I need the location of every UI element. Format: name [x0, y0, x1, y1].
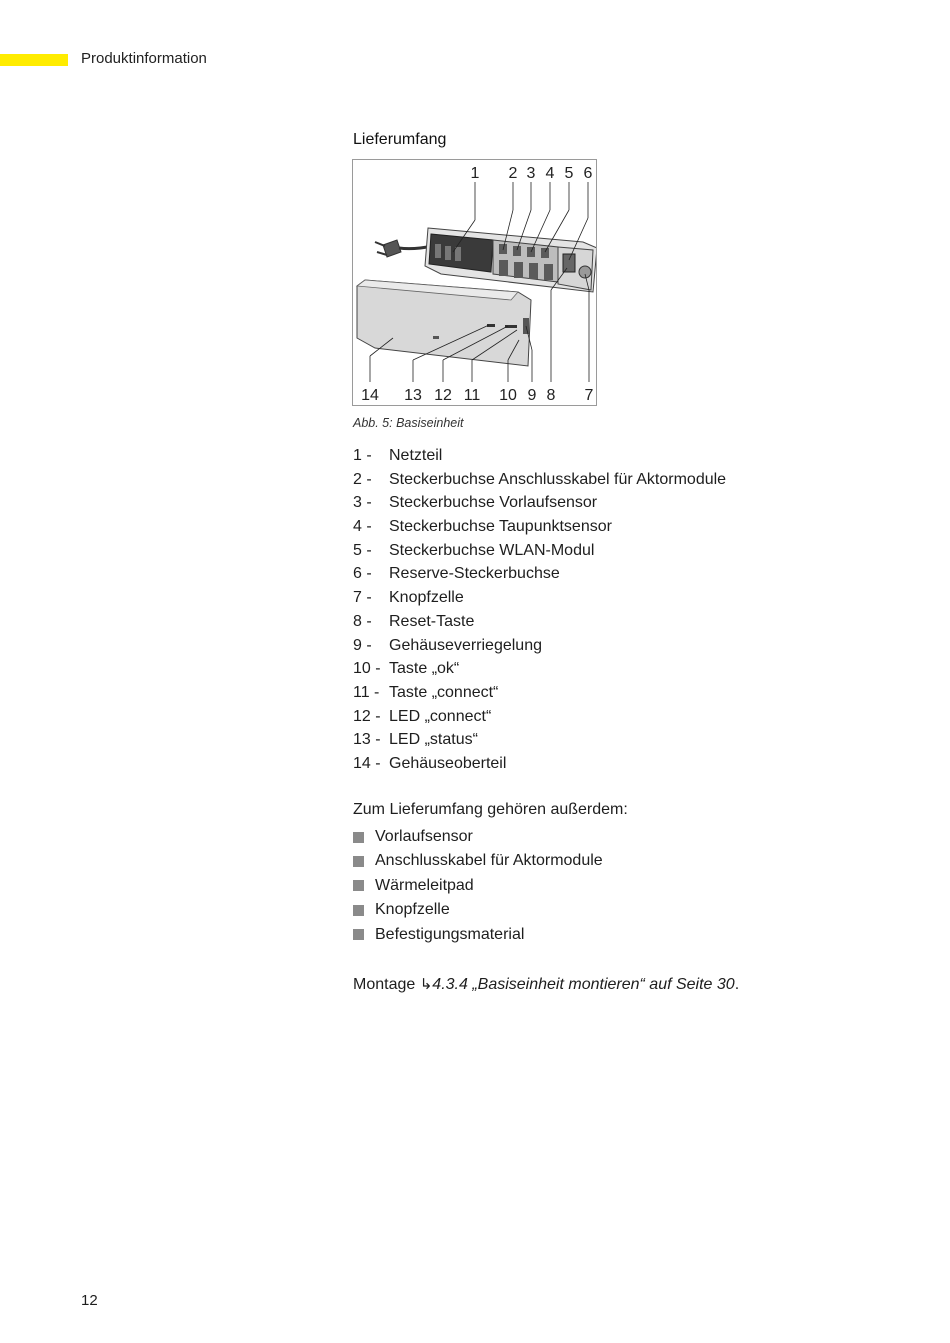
legend-number: 10 -	[353, 660, 381, 678]
legend-text: Steckerbuchse Vorlaufsensor	[389, 494, 598, 512]
legend-number: 12 -	[353, 707, 381, 725]
legend-text: Gehäuseoberteil	[389, 754, 507, 772]
legend-item	[353, 444, 726, 468]
legend-number: 5 -	[353, 541, 372, 559]
section-heading: Lieferumfang	[353, 131, 447, 148]
legend-text: Reset-Taste	[389, 612, 475, 630]
callout-2: 2	[508, 165, 518, 182]
legend-text: Reserve-Steckerbuchse	[389, 565, 560, 583]
base-unit-illustration	[353, 160, 596, 405]
legend-text: Knopfzelle	[389, 589, 464, 607]
bullet-square-icon	[353, 832, 364, 843]
bullet-square-icon	[353, 856, 364, 867]
legend-number: 9 -	[353, 636, 372, 654]
figure-caption: Abb. 5: Basiseinheit	[353, 416, 464, 430]
list-item	[353, 849, 603, 873]
legend-item	[353, 752, 726, 776]
callout-3: 3	[526, 165, 536, 182]
bullet-square-icon	[353, 905, 364, 916]
callout-12: 12	[434, 387, 452, 404]
legend-number: 4 -	[353, 518, 372, 536]
component-legend	[353, 444, 726, 776]
legend-item	[353, 515, 726, 539]
list-item	[353, 874, 603, 898]
bullet-square-icon	[353, 929, 364, 940]
legend-number: 7 -	[353, 589, 372, 607]
legend-item	[353, 728, 726, 752]
legend-item	[353, 705, 726, 729]
list-item-text: Vorlaufsensor	[375, 828, 473, 845]
legend-text: LED „status“	[389, 731, 478, 749]
legend-text: Steckerbuchse WLAN-Modul	[389, 541, 595, 559]
extras-intro: Zum Lieferumfang gehören außerdem:	[353, 801, 628, 818]
callout-10: 10	[499, 387, 517, 404]
legend-item	[353, 610, 726, 634]
legend-number: 14 -	[353, 754, 381, 772]
legend-text: LED „connect“	[389, 707, 492, 725]
callout-14: 14	[361, 387, 379, 404]
legend-item	[353, 586, 726, 610]
callout-13: 13	[404, 387, 422, 404]
legend-number: 3 -	[353, 494, 372, 512]
callout-11: 11	[463, 387, 481, 404]
callout-4: 4	[545, 165, 555, 182]
legend-number: 1 -	[353, 447, 372, 464]
montage-reference-link[interactable]: 4.3.4 „Basiseinheit montieren“ auf Seite 30	[432, 976, 735, 993]
legend-number: 11 -	[353, 683, 380, 701]
legend-text: Taste „ok“	[389, 660, 460, 678]
header-accent-bar	[0, 54, 68, 66]
legend-item	[353, 539, 726, 563]
list-item-text: Befestigungsmaterial	[375, 925, 525, 943]
extras-list	[353, 825, 603, 947]
callout-7: 7	[584, 387, 594, 404]
legend-text: Taste „connect“	[389, 683, 499, 701]
callout-6: 6	[583, 165, 593, 182]
legend-number: 6 -	[353, 565, 372, 583]
header-title: Produktinformation	[81, 50, 207, 67]
legend-number: 8 -	[353, 612, 372, 630]
legend-item	[353, 657, 726, 681]
montage-label: Montage	[353, 976, 416, 993]
legend-item	[353, 491, 726, 515]
legend-item	[353, 634, 726, 658]
list-item-text: Anschlusskabel für Aktormodule	[375, 852, 603, 870]
legend-text: Netzteil	[389, 447, 443, 464]
list-item	[353, 825, 603, 849]
callout-9: 9	[527, 387, 537, 404]
link-arrow-icon: ↳	[419, 976, 433, 993]
legend-text: Steckerbuchse Anschlusskabel für Aktormodule	[389, 470, 727, 488]
base-unit-body	[425, 228, 596, 292]
power-plug	[375, 240, 401, 257]
page-number: 12	[81, 1292, 98, 1309]
list-item	[353, 923, 603, 947]
list-item-text: Wärmeleitpad	[375, 876, 474, 894]
legend-number: 2 -	[353, 470, 372, 488]
callout-1: 1	[470, 165, 480, 182]
legend-item	[353, 468, 726, 492]
legend-item	[353, 562, 726, 586]
montage-line	[353, 975, 739, 994]
montage-end: .	[734, 976, 740, 993]
housing-cover	[357, 280, 531, 366]
figure-basiseinheit	[352, 159, 597, 406]
legend-number: 13 -	[353, 731, 381, 749]
bullet-square-icon	[353, 880, 364, 891]
legend-item	[353, 681, 726, 705]
legend-text: Steckerbuchse Taupunktsensor	[389, 518, 612, 536]
callout-8: 8	[546, 387, 556, 404]
list-item-text: Knopfzelle	[375, 901, 450, 919]
callout-5: 5	[564, 165, 574, 182]
list-item	[353, 898, 603, 922]
legend-text: Gehäuseverriegelung	[389, 636, 542, 654]
